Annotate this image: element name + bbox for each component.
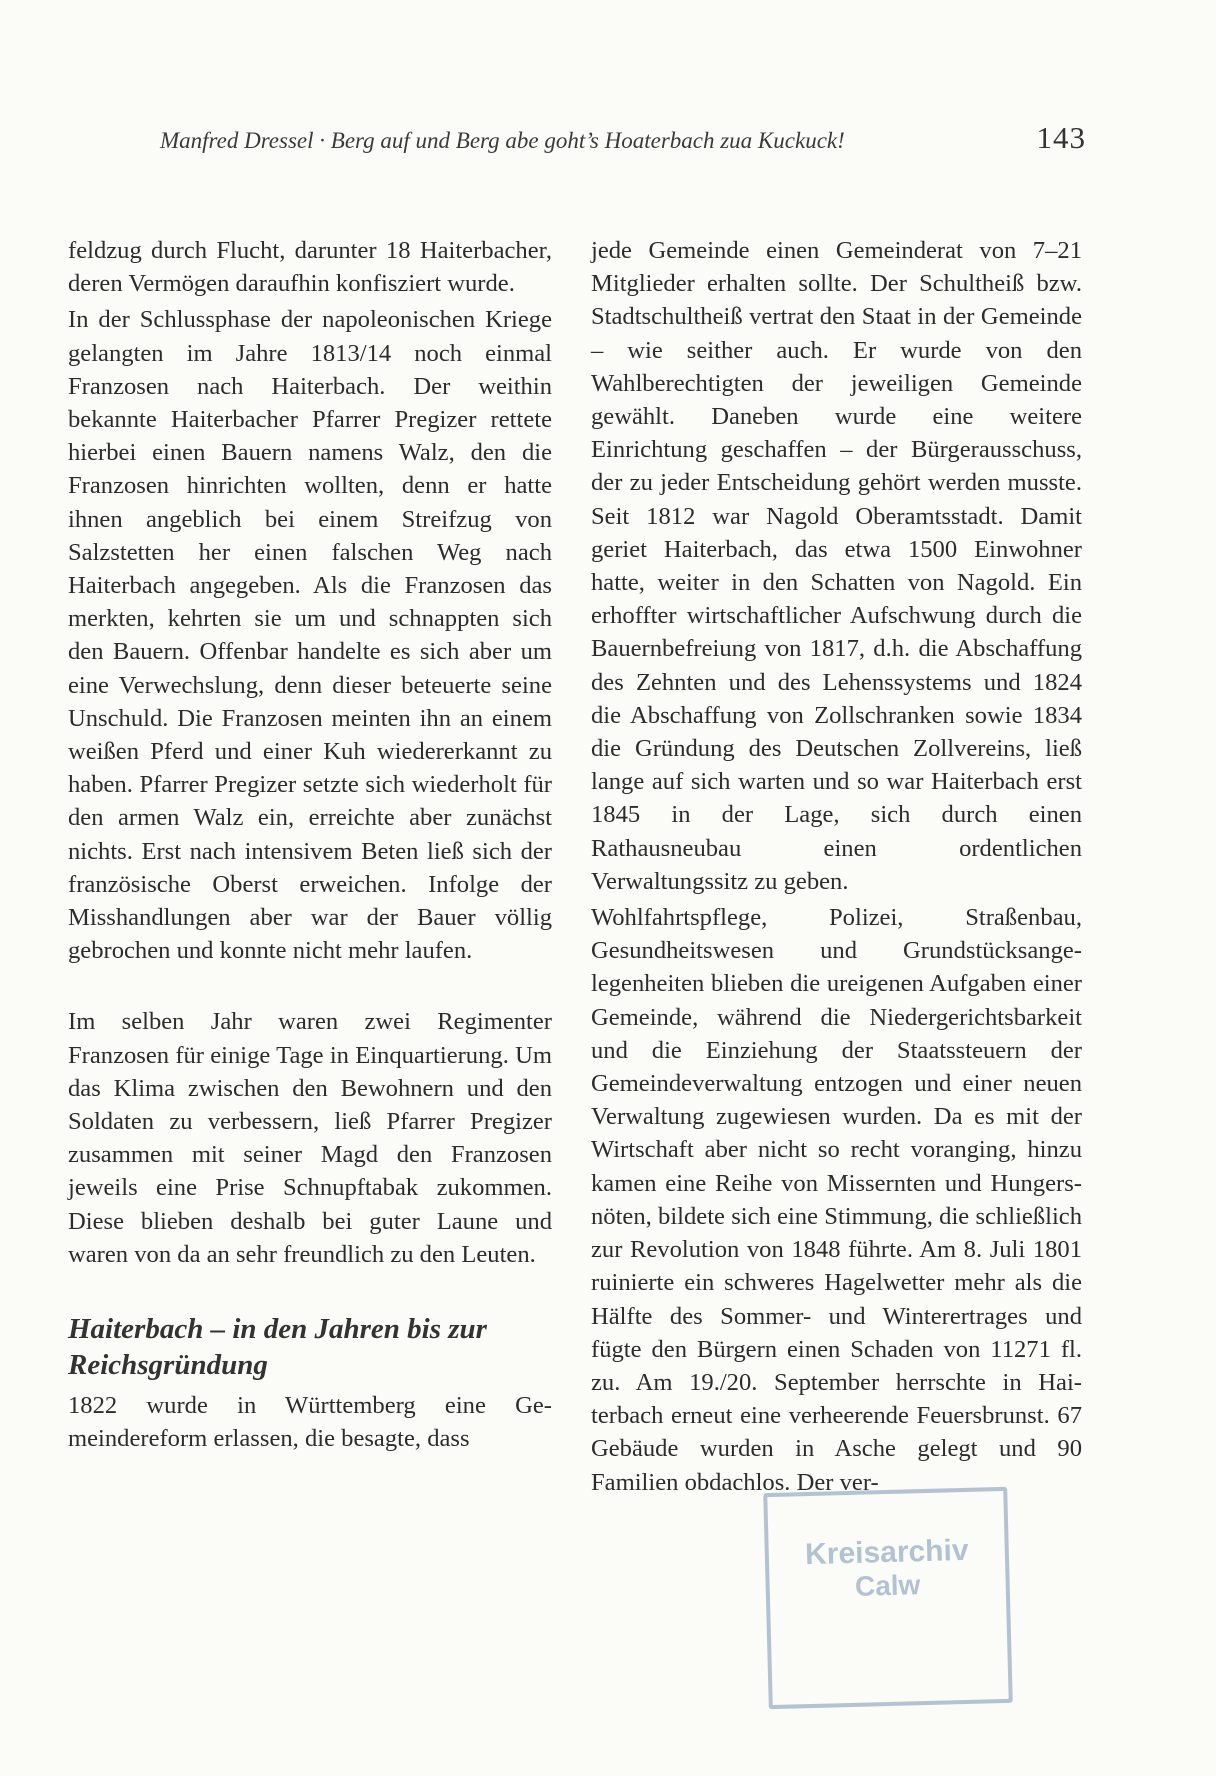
paragraph: Wohlfahrtspflege, Polizei, Straßenbau, Gesundheitswesen und Grundstücksangelegenheiten blieben die ureigenen Aufgaben einer Gemeinde, während die Niedergerichtsbarkeit und die Einziehung der Staatssteuern der Gemeindeverwaltung entzogen und einer neuen Verwaltung zugewiesen wurden. Da es mit der Wirtschaft aber nicht so recht voranging, hinzu kamen eine Reihe von Missernten und Hungersnöten, bildete sich eine Stimmung, die schließlich zur Revolution von 1848 führte. Am 8. Juli 1801 ruinierte ein schweres Hagelwetter mehr als die Hälfte des Sommer- und Winterertrages und fügte den Bürgern einen Schaden von 11271 fl. zu. Am 19./20. September herrschte in Haiterbach erneut eine verheerende Feuersbrunst. 67 Gebäude wurden in Asche gelegt und 90 Familien obdachlos. Der ver-	[591, 904, 1082, 1496]
section-heading: Haiterbach – in den Jahren bis zur Reichsgründung	[68, 1313, 487, 1382]
stamp-text: Calw	[854, 1569, 921, 1602]
running-title: Manfred Dressel · Berg auf und Berg abe goht’s Hoaterbach zua Kuckuck!	[160, 128, 845, 153]
paragraph: In der Schlussphase der napoleonischen Kriege gelangten im Jahre 1813/14 noch einmal Franzosen nach Haiterbach. Der weithin bekannte Haiterbacher Pfarrer Pregizer rettete hierbei einen Bauern namens Walz, den die Franzosen hinrichten wollten, denn er hatte ihnen angeblich bei einem Streifzug von Salzstetten her einen falschen Weg nach Haiterbach angegeben. Als die Franzosen das merkten, kehrten sie um und schnappten sich den Bauern. Offenbar handelte es sich aber um eine Verwechslung, denn dieser beteuerte seine Unschuld. Die Franzosen meinten ihn an einem weißen Pferd und einer Kuh wiedererkannt zu haben. Pfarrer Pregizer setzte sich wiederholt für den armen Walz ein, erreichte aber zunächst nichts. Erst nach intensivem Beten ließ sich der französische Oberst erweichen. Infolge der Misshandlungen aber war der Bauer völlig gebrochen und konnte nicht mehr laufen.	[68, 306, 552, 965]
left-column	[68, 234, 552, 1456]
archive-stamp	[763, 1487, 1013, 1709]
stamp-text: Kreisarchiv	[804, 1533, 969, 1572]
paragraph: feldzug durch Flucht, darunter 18 Haiterbacher, deren Vermögen daraufhin konfisziert wurde.	[68, 237, 552, 298]
paragraph: jede Gemeinde einen Gemeinderat von 7–21 Mitglieder erhalten sollte. Der Schultheiß bzw. Stadtschultheiß vertrat den Staat in der Gemeinde – wie seither auch. Er wurde von den Wahlberechtigten der jeweiligen Gemeinde gewählt. Daneben wurde eine weitere Einrichtung geschaffen – der Bürgerausschuss, der zu jeder Entscheidung gehört werden musste. Seit 1812 war Nagold Oberamtsstadt. Damit geriet Haiterbach, das etwa 1500 Einwohner hatte, weiter in den Schatten von Nagold. Ein erhoffter wirtschaftlicher Aufschwung durch die Bauernbefreiung von 1817, d.h. die Abschaffung des Zehnten und des Lehenssystems und 1824 die Abschaffung von Zollschranken sowie 1834 die Gründung des Deutschen Zollvereins, ließ lange auf sich warten und so war Haiterbach erst 1845 in der Lage, sich durch einen Rathausneubau einen ordentlichen Verwaltungssitz zu geben.	[591, 237, 1082, 895]
right-column	[591, 234, 1082, 1499]
page-number: 143	[1036, 120, 1086, 155]
paragraph: 1822 wurde in Württemberg eine Gemeindereform erlassen, die besagte, dass	[68, 1392, 552, 1453]
paragraph: Im selben Jahr waren zwei Regimenter Franzosen für einige Tage in Einquartierung. Um das Klima zwischen den Bewohnern und den Soldaten zu verbessern, ließ Pfarrer Pregizer zusammen mit seiner Magd den Franzosen jeweils eine Prise Schnupftabak zukommen. Diese blieben deshalb bei guter Laune und waren von da an sehr freundlich zu den Leuten.	[68, 1008, 552, 1268]
running-head	[160, 128, 1086, 154]
